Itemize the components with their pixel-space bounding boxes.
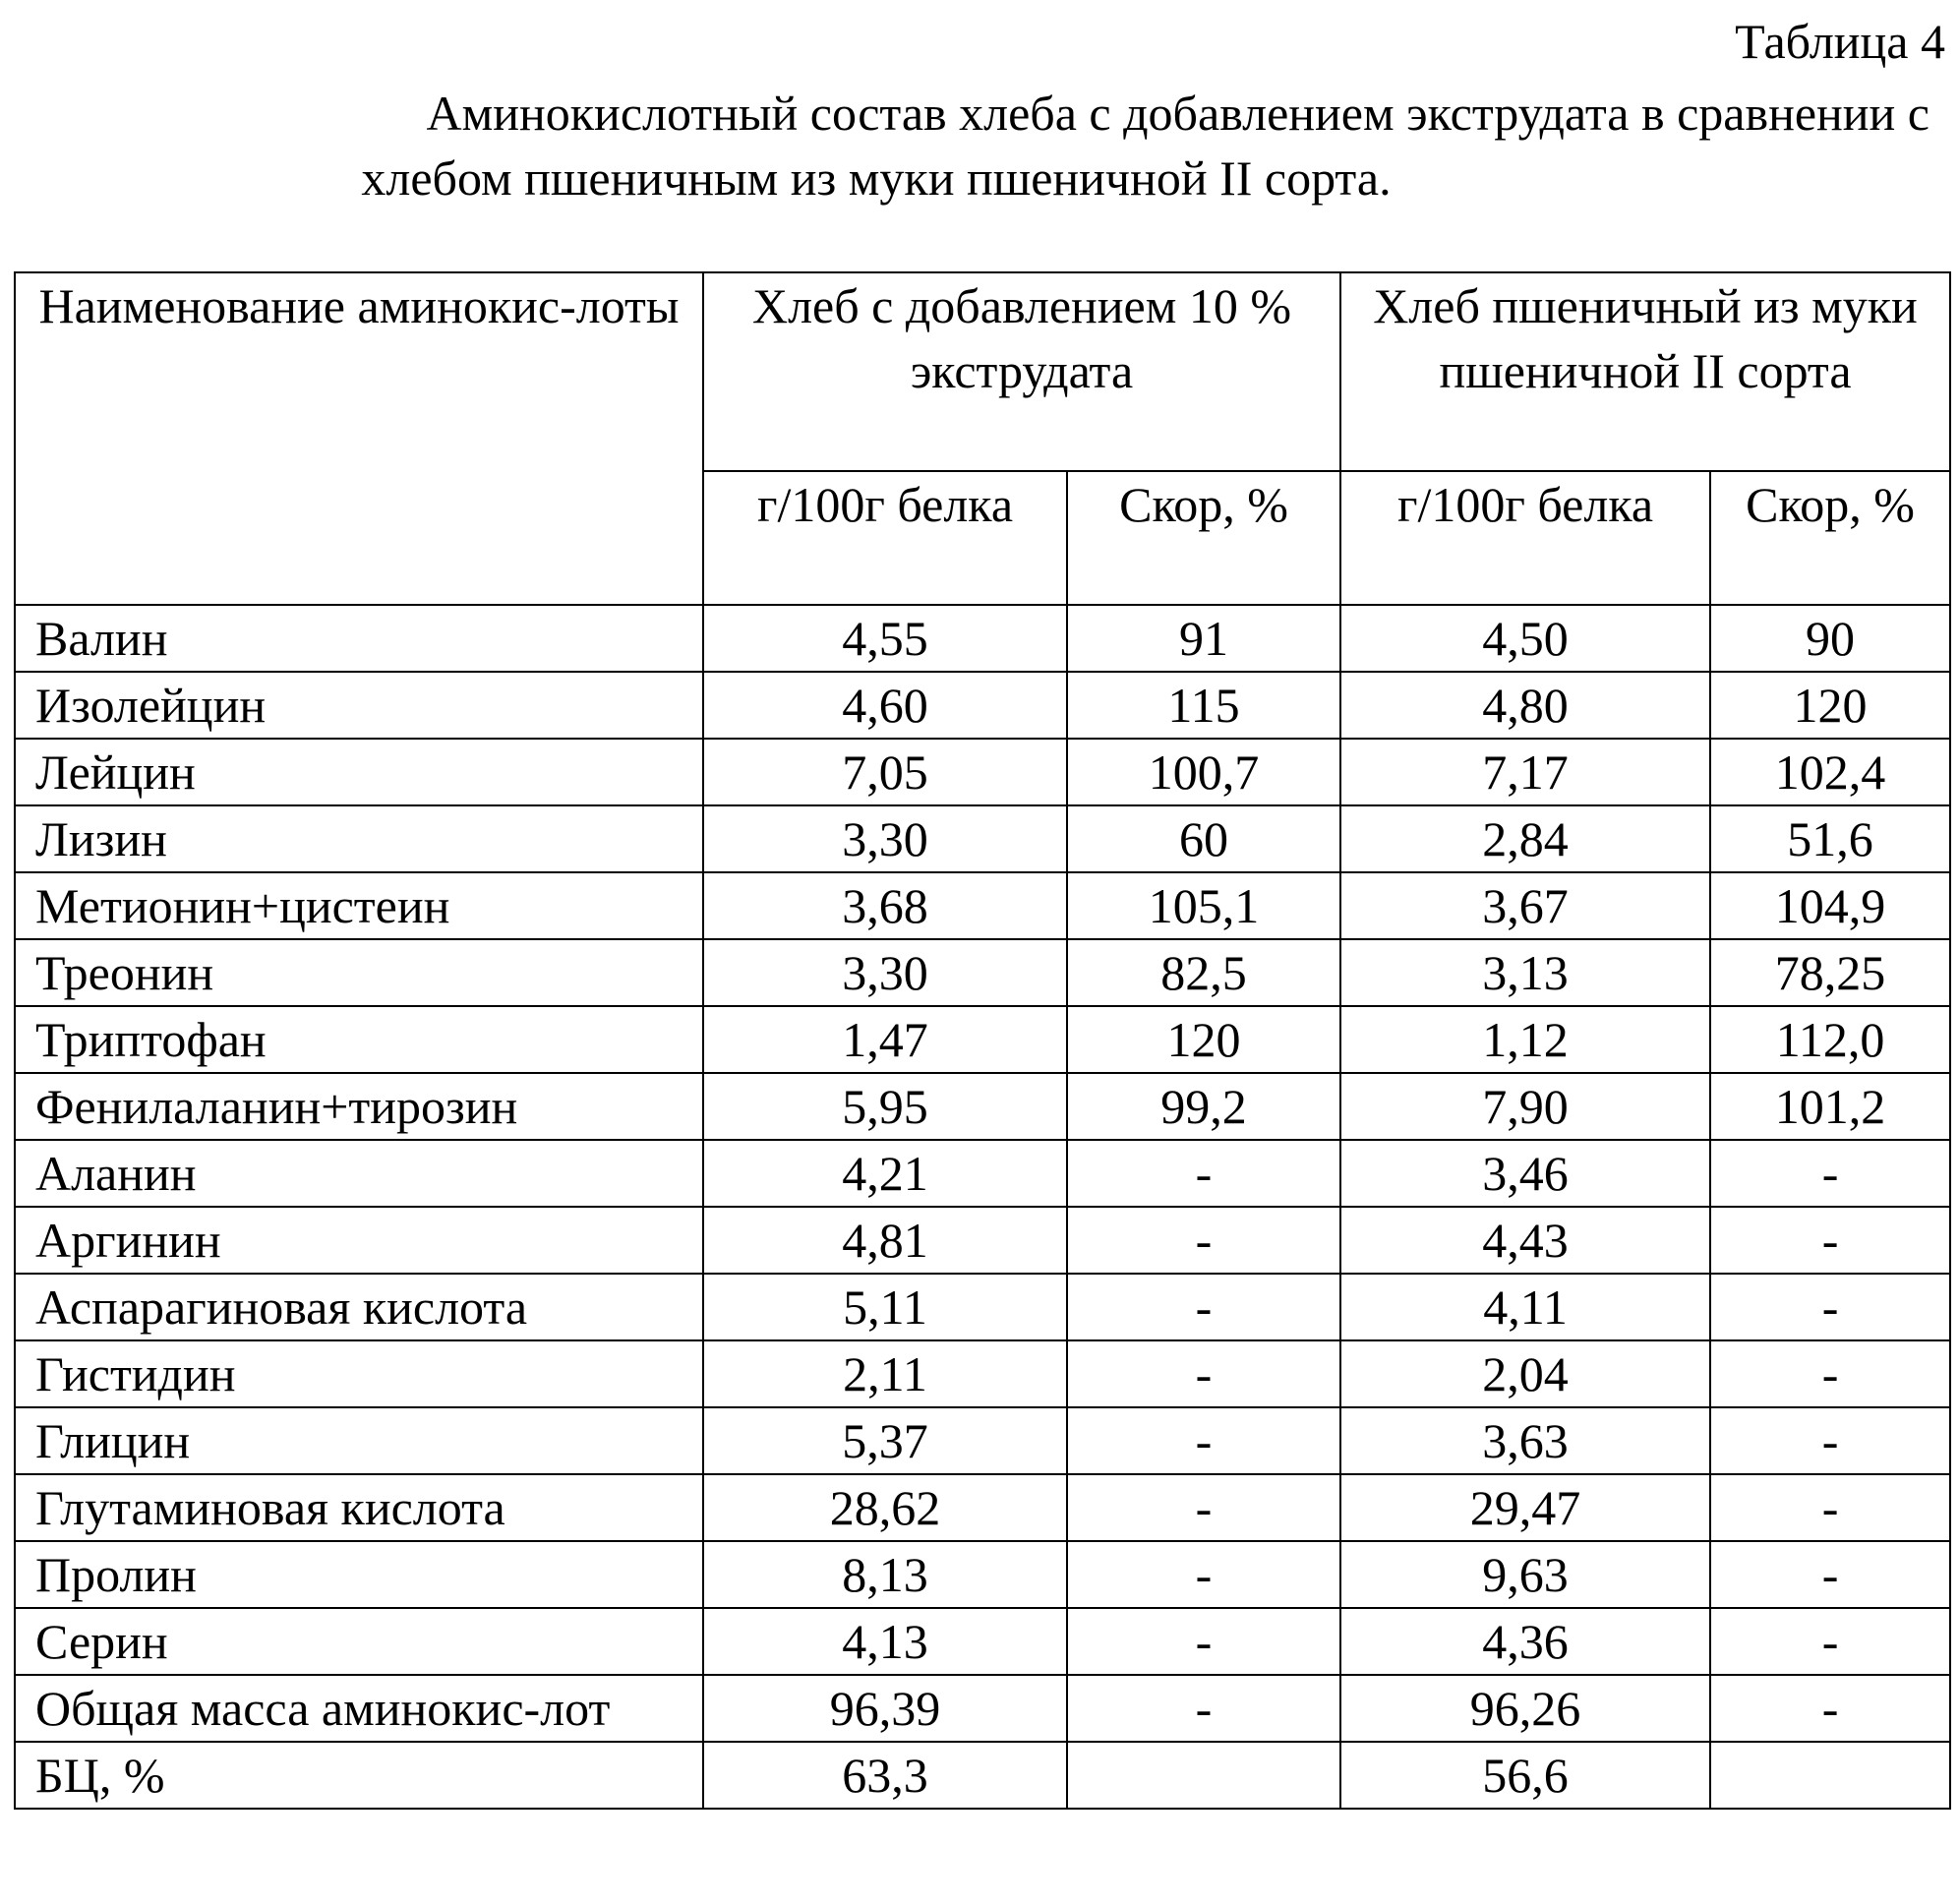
wheat-g-per-100g-cell: 3,13 (1340, 939, 1710, 1006)
wheat-g-per-100g-cell: 4,36 (1340, 1608, 1710, 1675)
amino-acid-name-cell: Лизин (15, 805, 703, 872)
wheat-score-cell: - (1710, 1608, 1950, 1675)
extrudate-score-cell (1067, 1742, 1340, 1809)
extrudate-g-per-100g-cell: 5,95 (703, 1073, 1067, 1140)
table-row (15, 1207, 1950, 1274)
wheat-score-cell: - (1710, 1274, 1950, 1340)
extrudate-score-cell: - (1067, 1474, 1340, 1541)
table-row (15, 1340, 1950, 1407)
wheat-g-per-100g-cell: 2,04 (1340, 1340, 1710, 1407)
wheat-score-cell: - (1710, 1207, 1950, 1274)
table-row (15, 805, 1950, 872)
extrudate-g-per-100g-cell: 5,11 (703, 1274, 1067, 1340)
wheat-score-cell: 102,4 (1710, 739, 1950, 805)
wheat-g-per-100g-cell: 4,80 (1340, 672, 1710, 739)
amino-acid-name-cell: Серин (15, 1608, 703, 1675)
wheat-g-per-100g-cell: 56,6 (1340, 1742, 1710, 1809)
wheat-score-cell: 90 (1710, 605, 1950, 672)
extrudate-g-per-100g-cell: 4,60 (703, 672, 1067, 739)
table-row (15, 872, 1950, 939)
wheat-score-cell: 78,25 (1710, 939, 1950, 1006)
table-row (15, 672, 1950, 739)
amino-acid-name-cell: Валин (15, 605, 703, 672)
table-row (15, 939, 1950, 1006)
extrudate-score-cell: - (1067, 1407, 1340, 1474)
wheat-score-cell: - (1710, 1675, 1950, 1742)
amino-acid-name-cell: Глицин (15, 1407, 703, 1474)
extrudate-g-per-100g-cell: 5,37 (703, 1407, 1067, 1474)
header-row-top (15, 272, 1950, 471)
extrudate-score-cell: 82,5 (1067, 939, 1340, 1006)
header-score-2: Скор, % (1710, 471, 1950, 605)
wheat-g-per-100g-cell: 29,47 (1340, 1474, 1710, 1541)
wheat-g-per-100g-cell: 4,11 (1340, 1274, 1710, 1340)
extrudate-score-cell: 120 (1067, 1006, 1340, 1073)
table-number: Таблица 4 (1735, 14, 1945, 69)
table-row (15, 1407, 1950, 1474)
table-row (15, 1474, 1950, 1541)
amino-acid-name-cell: Аспарагиновая кислота (15, 1274, 703, 1340)
amino-acid-table (14, 271, 1951, 1810)
extrudate-g-per-100g-cell: 3,30 (703, 805, 1067, 872)
table-row (15, 1073, 1950, 1140)
amino-acid-name-cell: Треонин (15, 939, 703, 1006)
table-row (15, 739, 1950, 805)
amino-acid-name-cell: Пролин (15, 1541, 703, 1608)
table-row (15, 1541, 1950, 1608)
extrudate-score-cell: 60 (1067, 805, 1340, 872)
wheat-g-per-100g-cell: 3,63 (1340, 1407, 1710, 1474)
header-wheat-bread: Хлеб пшеничный из муки пшеничной II сорта (1340, 272, 1950, 471)
extrudate-g-per-100g-cell: 2,11 (703, 1340, 1067, 1407)
amino-acid-name-cell: Глутаминовая кислота (15, 1474, 703, 1541)
amino-acid-name-cell: Триптофан (15, 1006, 703, 1073)
wheat-score-cell: 51,6 (1710, 805, 1950, 872)
extrudate-g-per-100g-cell: 8,13 (703, 1541, 1067, 1608)
extrudate-g-per-100g-cell: 4,55 (703, 605, 1067, 672)
wheat-score-cell: - (1710, 1140, 1950, 1207)
wheat-score-cell: 120 (1710, 672, 1950, 739)
wheat-g-per-100g-cell: 4,50 (1340, 605, 1710, 672)
extrudate-g-per-100g-cell: 28,62 (703, 1474, 1067, 1541)
extrudate-score-cell: - (1067, 1541, 1340, 1608)
extrudate-g-per-100g-cell: 96,39 (703, 1675, 1067, 1742)
amino-acid-name-cell: Метионин+цистеин (15, 872, 703, 939)
table-row (15, 1742, 1950, 1809)
header-amino-acid-name: Наименование аминокис-лоты (15, 272, 703, 605)
caption-line-2: хлебом пшеничным из муки пшеничной II сорта. (361, 150, 1392, 206)
wheat-score-cell: - (1710, 1541, 1950, 1608)
table-row (15, 1608, 1950, 1675)
wheat-g-per-100g-cell: 7,17 (1340, 739, 1710, 805)
table-row (15, 605, 1950, 672)
extrudate-score-cell: 100,7 (1067, 739, 1340, 805)
wheat-g-per-100g-cell: 96,26 (1340, 1675, 1710, 1742)
wheat-score-cell: - (1710, 1340, 1950, 1407)
wheat-score-cell (1710, 1742, 1950, 1809)
table-row (15, 1140, 1950, 1207)
table-caption (148, 81, 1939, 210)
header-score-1: Скор, % (1067, 471, 1340, 605)
wheat-score-cell: 112,0 (1710, 1006, 1950, 1073)
extrudate-g-per-100g-cell: 63,3 (703, 1742, 1067, 1809)
extrudate-g-per-100g-cell: 3,68 (703, 872, 1067, 939)
extrudate-score-cell: - (1067, 1340, 1340, 1407)
wheat-g-per-100g-cell: 1,12 (1340, 1006, 1710, 1073)
wheat-g-per-100g-cell: 3,46 (1340, 1140, 1710, 1207)
table-row (15, 1006, 1950, 1073)
table-row (15, 1274, 1950, 1340)
extrudate-score-cell: 99,2 (1067, 1073, 1340, 1140)
amino-acid-name-cell: Изолейцин (15, 672, 703, 739)
wheat-score-cell: - (1710, 1407, 1950, 1474)
extrudate-g-per-100g-cell: 7,05 (703, 739, 1067, 805)
table-body (15, 605, 1950, 1809)
amino-acid-name-cell: Общая масса аминокис-лот (15, 1675, 703, 1742)
extrudate-score-cell: 115 (1067, 672, 1340, 739)
extrudate-score-cell: 91 (1067, 605, 1340, 672)
amino-acid-name-cell: БЦ, % (15, 1742, 703, 1809)
wheat-g-per-100g-cell: 2,84 (1340, 805, 1710, 872)
extrudate-score-cell: 105,1 (1067, 872, 1340, 939)
header-bread-extrudate: Хлеб с добавлением 10 % экструдата (703, 272, 1340, 471)
amino-acid-name-cell: Фенилаланин+тирозин (15, 1073, 703, 1140)
header-g-per-100g-protein-2: г/100г белка (1340, 471, 1710, 605)
amino-acid-name-cell: Гистидин (15, 1340, 703, 1407)
header-g-per-100g-protein-1: г/100г белка (703, 471, 1067, 605)
extrudate-score-cell: - (1067, 1274, 1340, 1340)
table-row (15, 1675, 1950, 1742)
extrudate-g-per-100g-cell: 4,13 (703, 1608, 1067, 1675)
extrudate-g-per-100g-cell: 4,81 (703, 1207, 1067, 1274)
wheat-g-per-100g-cell: 9,63 (1340, 1541, 1710, 1608)
wheat-score-cell: 101,2 (1710, 1073, 1950, 1140)
caption-line-1: Аминокислотный состав хлеба с добавлением экструдата в сравнении с (426, 86, 1929, 141)
extrudate-g-per-100g-cell: 3,30 (703, 939, 1067, 1006)
wheat-score-cell: - (1710, 1474, 1950, 1541)
extrudate-g-per-100g-cell: 4,21 (703, 1140, 1067, 1207)
extrudate-g-per-100g-cell: 1,47 (703, 1006, 1067, 1073)
wheat-g-per-100g-cell: 3,67 (1340, 872, 1710, 939)
extrudate-score-cell: - (1067, 1140, 1340, 1207)
amino-acid-name-cell: Лейцин (15, 739, 703, 805)
wheat-score-cell: 104,9 (1710, 872, 1950, 939)
extrudate-score-cell: - (1067, 1608, 1340, 1675)
wheat-g-per-100g-cell: 4,43 (1340, 1207, 1710, 1274)
wheat-g-per-100g-cell: 7,90 (1340, 1073, 1710, 1140)
amino-acid-name-cell: Аланин (15, 1140, 703, 1207)
extrudate-score-cell: - (1067, 1207, 1340, 1274)
extrudate-score-cell: - (1067, 1675, 1340, 1742)
amino-acid-name-cell: Аргинин (15, 1207, 703, 1274)
